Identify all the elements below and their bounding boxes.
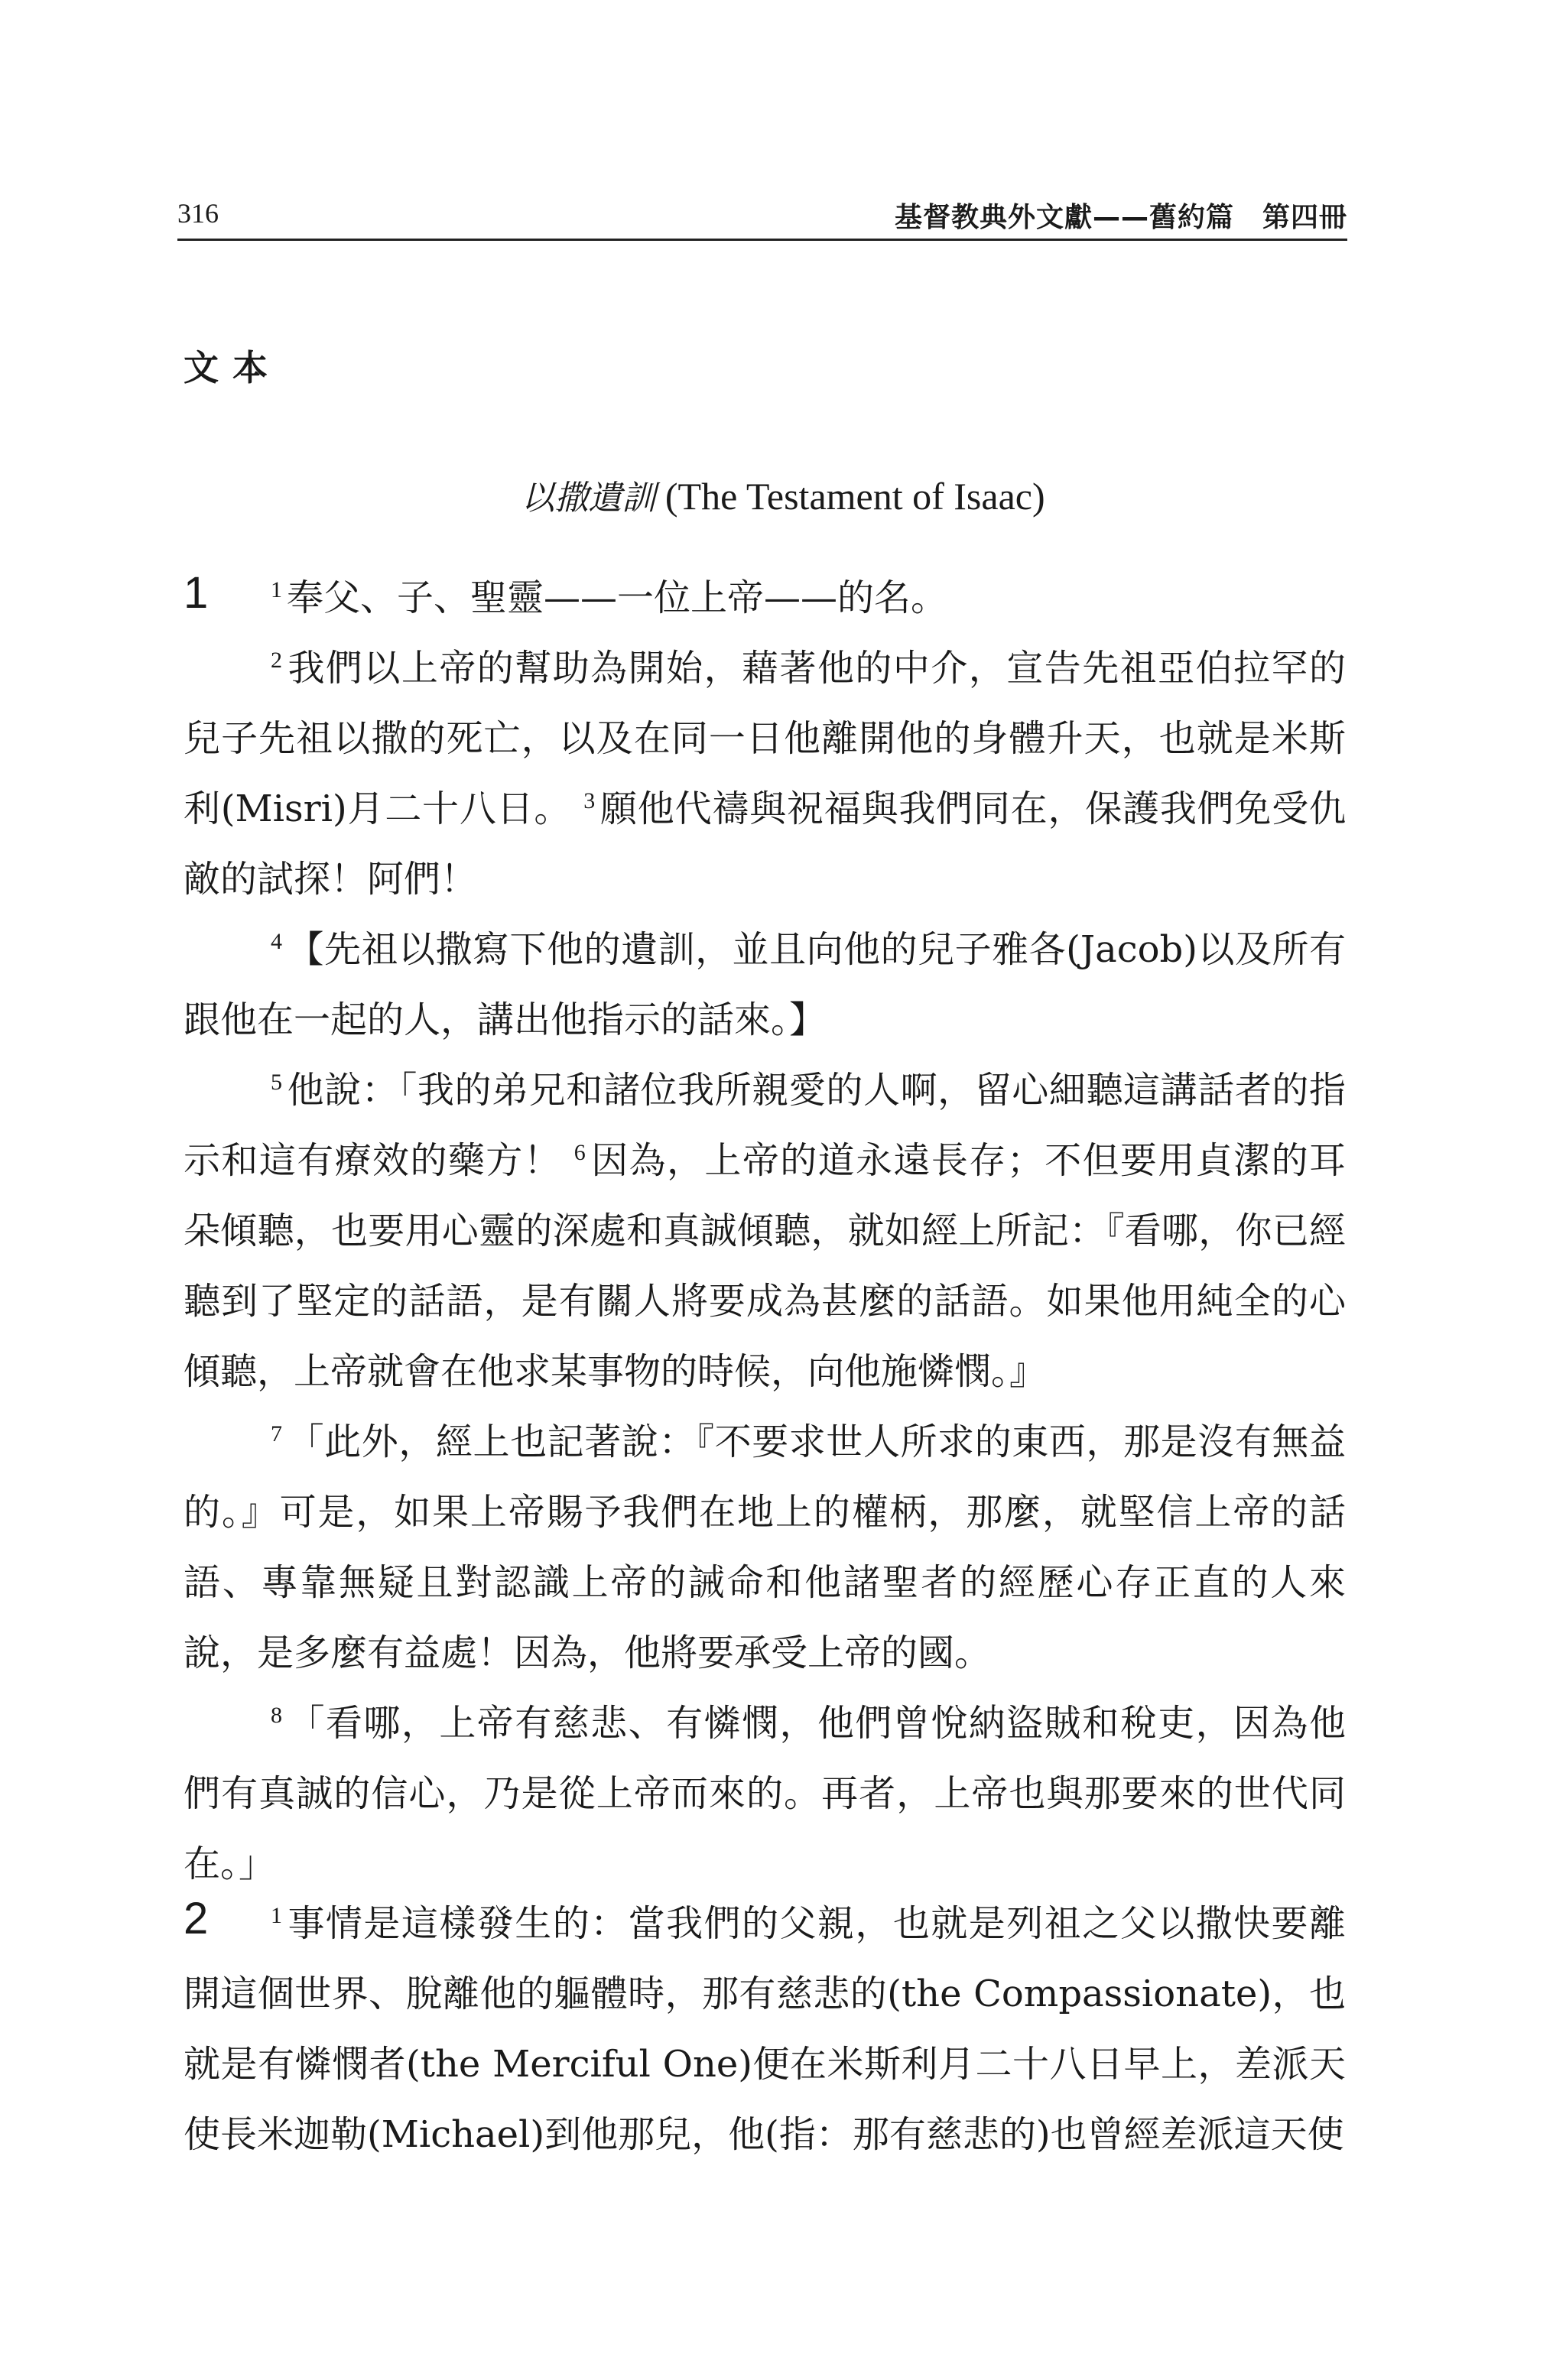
verse-text: 【先祖以撒寫下他的遺訓，並且向他的兒子雅各(Jacob)以及所有跟他在一起的人，講出他指示的話來。】 — [184, 928, 1346, 1041]
chapter-1-text — [184, 563, 1346, 1899]
section-heading: 文本 — [184, 347, 281, 388]
paragraph — [184, 563, 1346, 633]
verse-number: 1 — [271, 1903, 282, 1928]
chapter-2-text — [184, 1888, 1346, 2170]
verse-number: 6 — [573, 1140, 586, 1165]
verse-number: 3 — [583, 788, 596, 813]
paragraph — [184, 1888, 1346, 2170]
verse-number: 1 — [271, 577, 282, 602]
verse-text: 「看哪，上帝有慈悲、有憐憫，他們曾悅納盜賊和稅吏，因為他們有真誠的信心，乃是從上帝而來的。再者，上帝也與那要來的世代同在。」 — [184, 1702, 1346, 1885]
paragraph — [184, 914, 1346, 1055]
verse-number: 8 — [271, 1703, 282, 1728]
verse-text: 事情是這樣發生的：當我們的父親，也就是列祖之父以撒快要離開這個世界、脫離他的軀體時，那有慈悲的(the Compassionate)，也就是有憐憫者(the Merciful One)便在米斯利月二十八日早上，差派天使長米迦勒(Michael)到他那兒，他(指：那有慈悲的)也曾經差派這天使 — [184, 1902, 1346, 2156]
page-number: 316 — [177, 198, 219, 229]
verse-text: 願他代禱與祝福與我們同在，保護我們免受仇敵的試探！阿們！ — [184, 787, 1346, 901]
paragraph — [184, 1688, 1346, 1899]
paragraph — [184, 1055, 1346, 1407]
verse-number: 2 — [271, 648, 282, 673]
verse-text: 「此外，經上也記著說：『不要求世人所求的東西，那是沒有無益的。』可是，如果上帝賜予我們在地上的權柄，那麼，就堅信上帝的話語、專靠無疑且對認識上帝的誡命和他諸聖者的經歷心存正直的人來說，是多麼有益處！因為，他將要承受上帝的國。 — [184, 1421, 1346, 1674]
chapter-number: 1 — [184, 568, 209, 618]
running-title: 基督教典外文獻——舊約篇 第四冊 — [894, 202, 1347, 233]
verse-number: 7 — [271, 1421, 282, 1447]
verse-number: 5 — [271, 1070, 282, 1095]
verse-number: 4 — [271, 929, 282, 954]
verse-text: 奉父、子、聖靈——一位上帝——的名。 — [287, 576, 948, 619]
work-title-english: (The Testament of Isaac) — [664, 475, 1045, 518]
paragraph — [184, 633, 1346, 914]
paragraph — [184, 1407, 1346, 1688]
verse-text: 因為，上帝的道永遠長存；不但要用貞潔的耳朵傾聽，也要用心靈的深處和真誠傾聽，就如經上所記：『看哪，你已經聽到了堅定的話語，是有關人將要成為甚麼的話語。如果他用純全的心傾聽，上帝就會在他求某事物的時候，向他施憐憫。』 — [184, 1139, 1346, 1393]
chapter-number: 2 — [184, 1894, 209, 1943]
verse-text: 我們以上帝的幫助為開始，藉著他的中介，宣告先祖亞伯拉罕的兒子先祖以撒的死亡，以及在同一日他離開他的身體升天，也就是米斯利(Misri)月二十八日。 — [184, 647, 1346, 830]
work-title — [0, 470, 1566, 519]
verse-text: 他說：「我的弟兄和諸位我所親愛的人啊，留心細聽這講話者的指示和這有療效的藥方！ — [184, 1069, 1346, 1182]
work-title-chinese: 以撒遺訓 — [521, 479, 656, 518]
running-header — [177, 193, 1347, 241]
